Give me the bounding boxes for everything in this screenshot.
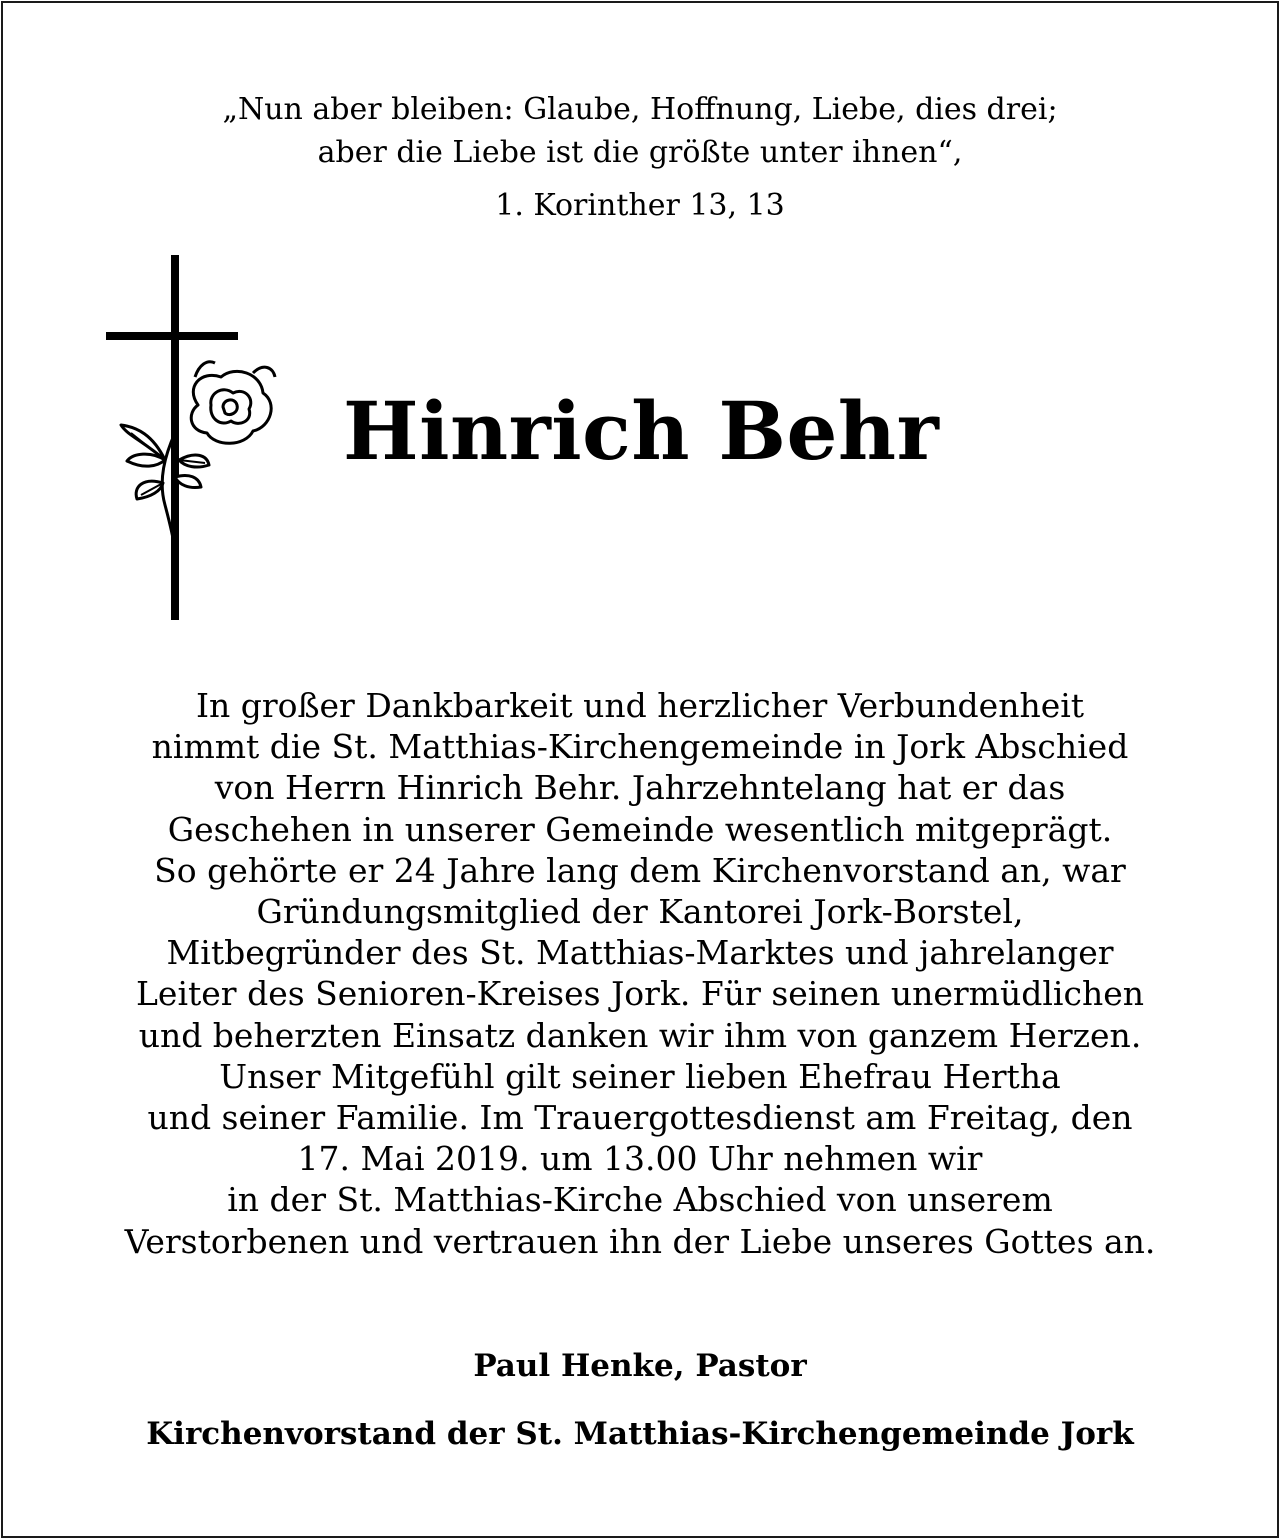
body-line: Unser Mitgefühl gilt seiner lieben Ehefrau Hertha [219, 1056, 1061, 1096]
verse-reference: 1. Korinther 13, 13 [495, 188, 785, 223]
deceased-name: Hinrich Behr [343, 384, 940, 478]
body-line: Verstorbenen und vertrauen ihn der Liebe unseres Gottes an. [124, 1221, 1156, 1261]
body-line: nimmt die St. Matthias-Kirchengemeinde in Jork Abschied [151, 727, 1129, 767]
body-line: und seiner Familie. Im Trauergottesdienst am Freitag, den [147, 1098, 1133, 1138]
bible-verse [3, 88, 1277, 227]
body-line: So gehörte er 24 Jahre lang dem Kirchenvorstand an, war [154, 850, 1126, 890]
body-line: und beherzten Einsatz danken wir ihm von ganzem Herzen. [138, 1015, 1142, 1055]
cross-with-rose-icon [103, 255, 283, 620]
body-line: Geschehen in unserer Gemeinde wesentlich mitgeprägt. [167, 809, 1113, 849]
body-line: in der St. Matthias-Kirche Abschied von unserem [227, 1180, 1053, 1220]
body-line: Leiter des Senioren-Kreises Jork. Für seinen unermüdlichen [136, 974, 1144, 1014]
obituary-body [3, 685, 1277, 1262]
verse-line-2: aber die Liebe ist die größte unter ihnen“, [317, 135, 963, 170]
obituary-notice [1, 1, 1279, 1538]
signature-church-council: Kirchenvorstand der St. Matthias-Kirchengemeinde Jork [146, 1416, 1134, 1452]
signature-pastor: Paul Henke, Pastor [473, 1348, 807, 1384]
body-line: Gründungsmitglied der Kantorei Jork-Borstel, [256, 892, 1024, 932]
body-line: von Herrn Hinrich Behr. Jahrzehntelang hat er das [214, 768, 1066, 808]
body-line: Mitbegründer des St. Matthias-Marktes und jahrelanger [166, 933, 1114, 973]
body-line: 17. Mai 2019. um 13.00 Uhr nehmen wir [297, 1139, 983, 1179]
body-line: In großer Dankbarkeit und herzlicher Verbundenheit [195, 686, 1085, 725]
verse-line-1: „Nun aber bleiben: Glaube, Hoffnung, Liebe, dies drei; [222, 92, 1058, 127]
